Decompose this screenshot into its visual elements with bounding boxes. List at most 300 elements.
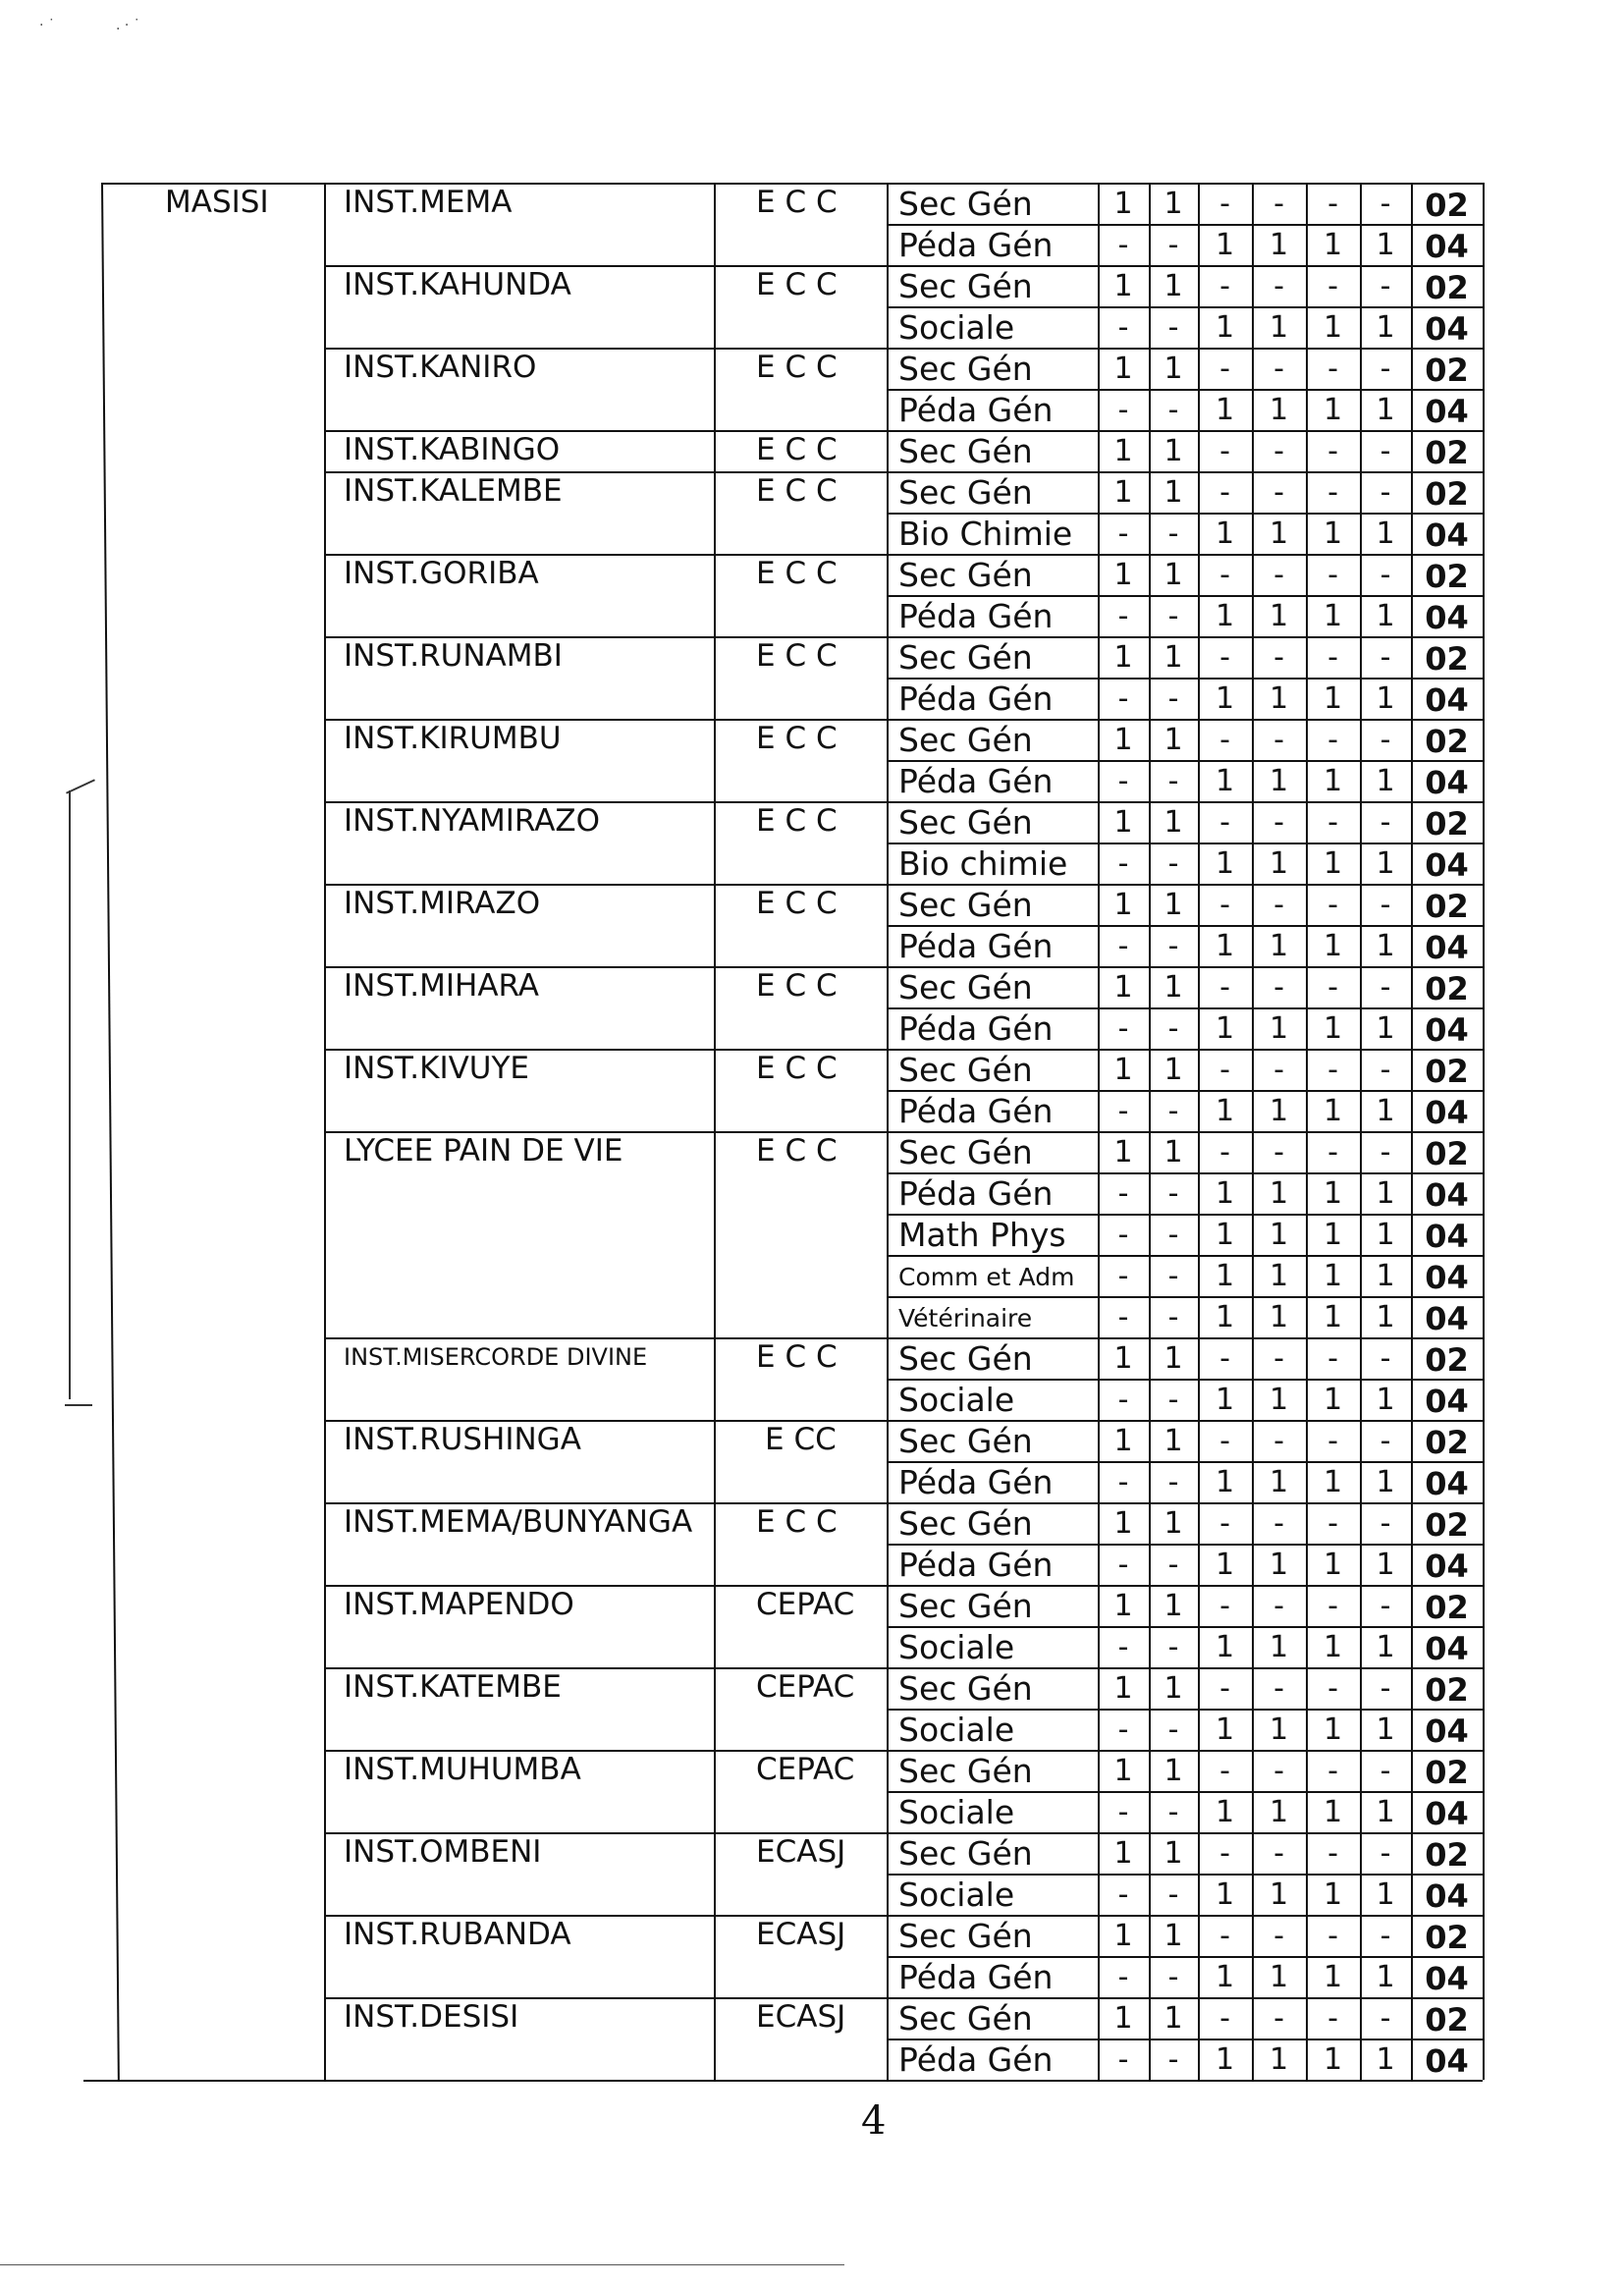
class-count-cell: - bbox=[1117, 2042, 1129, 2077]
section-name: Sociale bbox=[898, 308, 1015, 347]
class-count-cell: 1 bbox=[1113, 1053, 1133, 1087]
section-total: 04 bbox=[1425, 1300, 1469, 1337]
class-count-cell: 1 bbox=[1269, 1259, 1289, 1293]
class-count-cell: - bbox=[1327, 1919, 1338, 1953]
section-row-border bbox=[887, 1255, 1483, 1257]
class-count-cell: - bbox=[1117, 1795, 1129, 1829]
school-name: INST.OMBENI bbox=[344, 1834, 542, 1870]
class-count-cell: - bbox=[1273, 1589, 1284, 1623]
section-total: 02 bbox=[1425, 970, 1469, 1007]
school-name: INST.MIRAZO bbox=[344, 886, 541, 921]
class-count-cell: - bbox=[1117, 228, 1129, 262]
class-count-cell: - bbox=[1117, 929, 1129, 963]
class-count-cell: 1 bbox=[1269, 1877, 1289, 1912]
section-total: 04 bbox=[1425, 1713, 1469, 1750]
section-name: Math Phys bbox=[898, 1216, 1066, 1254]
section-total: 04 bbox=[1425, 1218, 1469, 1255]
organism-code: E C C bbox=[756, 1339, 838, 1375]
class-count-cell: - bbox=[1219, 1506, 1230, 1541]
class-count-cell: 1 bbox=[1323, 1094, 1343, 1128]
class-count-cell: - bbox=[1273, 1754, 1284, 1788]
organism-code: E C C bbox=[756, 556, 838, 591]
class-count-cell: - bbox=[1273, 1671, 1284, 1706]
class-count-cell: - bbox=[1273, 970, 1284, 1005]
class-count-cell: 1 bbox=[1376, 310, 1395, 345]
class-count-cell: 1 bbox=[1269, 2042, 1289, 2077]
class-count-cell: 1 bbox=[1164, 1754, 1183, 1788]
section-row-border bbox=[887, 1296, 1483, 1298]
class-count-cell: 1 bbox=[1215, 1176, 1235, 1211]
school-name: INST.KAHUNDA bbox=[344, 267, 571, 302]
class-count-cell: 1 bbox=[1376, 599, 1395, 633]
class-count-cell: 1 bbox=[1215, 1259, 1235, 1293]
class-count-cell: - bbox=[1167, 517, 1179, 551]
class-count-cell: - bbox=[1380, 1754, 1391, 1788]
class-count-cell: - bbox=[1117, 310, 1129, 345]
section-name: Comm et Adm bbox=[898, 1263, 1075, 1291]
section-name: Sec Gén bbox=[898, 968, 1033, 1006]
class-count-cell: - bbox=[1117, 1011, 1129, 1046]
class-count-cell: 1 bbox=[1323, 599, 1343, 633]
school-name: INST.KATEMBE bbox=[344, 1669, 562, 1705]
class-count-cell: - bbox=[1117, 1465, 1129, 1499]
class-count-cell: 1 bbox=[1215, 1011, 1235, 1046]
section-total: 04 bbox=[1425, 929, 1469, 966]
section-name: Sec Gén bbox=[898, 886, 1033, 924]
section-name: Péda Gén bbox=[898, 1009, 1054, 1048]
class-count-cell: 1 bbox=[1376, 1094, 1395, 1128]
school-name: INST.KABINGO bbox=[344, 432, 561, 467]
class-count-cell: 1 bbox=[1376, 681, 1395, 716]
class-count-cell: - bbox=[1327, 558, 1338, 592]
footer-rule bbox=[0, 2264, 844, 2265]
section-total: 02 bbox=[1425, 558, 1469, 595]
class-count-cell: 1 bbox=[1323, 1630, 1343, 1664]
class-count-cell: - bbox=[1117, 1094, 1129, 1128]
class-count-cell: 1 bbox=[1164, 1836, 1183, 1871]
section-total: 02 bbox=[1425, 1341, 1469, 1379]
organism-code: CEPAC bbox=[756, 1669, 855, 1705]
class-count-cell: 1 bbox=[1269, 1465, 1289, 1499]
school-name: INST.MISERCORDE DIVINE bbox=[344, 1343, 648, 1371]
class-count-cell: 1 bbox=[1164, 1506, 1183, 1541]
class-count-cell: 1 bbox=[1376, 1960, 1395, 1994]
class-count-cell: 1 bbox=[1269, 1094, 1289, 1128]
class-count-cell: - bbox=[1273, 352, 1284, 386]
class-count-cell: - bbox=[1219, 640, 1230, 675]
class-count-cell: - bbox=[1167, 1960, 1179, 1994]
section-name: Péda Gén bbox=[898, 680, 1054, 718]
class-count-cell: 1 bbox=[1215, 929, 1235, 963]
class-count-cell: 1 bbox=[1323, 1259, 1343, 1293]
section-total: 02 bbox=[1425, 1836, 1469, 1874]
school-name: INST.NYAMIRAZO bbox=[344, 803, 601, 839]
class-count-cell: - bbox=[1327, 352, 1338, 386]
class-count-cell: 1 bbox=[1269, 764, 1289, 798]
class-count-cell: 1 bbox=[1376, 1877, 1395, 1912]
section-name: Péda Gén bbox=[898, 1463, 1054, 1501]
section-name: Sec Gén bbox=[898, 1917, 1033, 1955]
section-total: 02 bbox=[1425, 187, 1469, 224]
class-count-cell: - bbox=[1273, 475, 1284, 510]
section-total: 04 bbox=[1425, 1383, 1469, 1420]
class-count-cell: 1 bbox=[1113, 805, 1133, 840]
school-name: INST.KIVUYE bbox=[344, 1051, 530, 1086]
class-count-cell: 1 bbox=[1323, 228, 1343, 262]
class-count-cell: - bbox=[1117, 1300, 1129, 1334]
class-count-cell: 1 bbox=[1113, 1589, 1133, 1623]
organism-code: E C C bbox=[756, 1051, 838, 1086]
section-name: Sec Gén bbox=[898, 473, 1033, 512]
class-count-cell: - bbox=[1273, 2001, 1284, 2036]
section-total: 02 bbox=[1425, 2001, 1469, 2039]
class-count-cell: - bbox=[1167, 1383, 1179, 1417]
class-count-cell: - bbox=[1380, 1424, 1391, 1458]
school-name: INST.DESISI bbox=[344, 1999, 519, 2035]
section-name: Sec Gén bbox=[898, 1669, 1033, 1708]
class-count-cell: 1 bbox=[1215, 2042, 1235, 2077]
organism-code: CEPAC bbox=[756, 1752, 855, 1787]
class-count-cell: 1 bbox=[1376, 517, 1395, 551]
class-count-cell: - bbox=[1327, 187, 1338, 221]
class-count-cell: 1 bbox=[1113, 352, 1133, 386]
class-count-cell: - bbox=[1327, 434, 1338, 468]
section-name: Sec Gén bbox=[898, 267, 1033, 305]
class-count-cell: - bbox=[1380, 269, 1391, 303]
class-count-cell: - bbox=[1327, 1135, 1338, 1169]
class-count-cell: - bbox=[1117, 1713, 1129, 1747]
class-count-cell: - bbox=[1380, 187, 1391, 221]
class-count-cell: - bbox=[1167, 599, 1179, 633]
class-count-cell: 1 bbox=[1376, 393, 1395, 427]
section-total: 04 bbox=[1425, 1548, 1469, 1585]
class-count-cell: - bbox=[1327, 1341, 1338, 1376]
section-total: 04 bbox=[1425, 393, 1469, 430]
class-count-cell: 1 bbox=[1323, 1713, 1343, 1747]
class-count-cell: - bbox=[1117, 681, 1129, 716]
section-name: Péda Gén bbox=[898, 762, 1054, 800]
class-count-cell: 1 bbox=[1113, 1506, 1133, 1541]
class-count-cell: 1 bbox=[1269, 1218, 1289, 1252]
section-total: 02 bbox=[1425, 723, 1469, 760]
class-count-cell: 1 bbox=[1323, 1960, 1343, 1994]
organism-code: E C C bbox=[756, 803, 838, 839]
section-total: 02 bbox=[1425, 640, 1469, 678]
class-count-cell: 1 bbox=[1164, 640, 1183, 675]
class-count-cell: - bbox=[1380, 352, 1391, 386]
class-count-cell: - bbox=[1380, 970, 1391, 1005]
section-total: 04 bbox=[1425, 681, 1469, 719]
class-count-cell: 1 bbox=[1269, 846, 1289, 881]
class-count-cell: 1 bbox=[1376, 1176, 1395, 1211]
class-count-cell: - bbox=[1219, 558, 1230, 592]
class-count-cell: - bbox=[1273, 1836, 1284, 1871]
class-count-cell: - bbox=[1219, 352, 1230, 386]
class-count-cell: 1 bbox=[1323, 681, 1343, 716]
class-count-cell: 1 bbox=[1113, 1424, 1133, 1458]
section-name: Péda Gén bbox=[898, 927, 1054, 965]
class-count-cell: 1 bbox=[1215, 1094, 1235, 1128]
class-count-cell: 1 bbox=[1113, 558, 1133, 592]
section-name: Péda Gén bbox=[898, 226, 1054, 264]
section-name: Sociale bbox=[898, 1381, 1015, 1419]
class-count-cell: - bbox=[1219, 1053, 1230, 1087]
class-count-cell: 1 bbox=[1323, 393, 1343, 427]
school-name: INST.KANIRO bbox=[344, 350, 537, 385]
class-count-cell: 1 bbox=[1269, 228, 1289, 262]
class-count-cell: - bbox=[1167, 1176, 1179, 1211]
class-count-cell: - bbox=[1219, 1424, 1230, 1458]
class-count-cell: 1 bbox=[1269, 1383, 1289, 1417]
class-count-cell: - bbox=[1273, 1506, 1284, 1541]
section-total: 02 bbox=[1425, 888, 1469, 925]
class-count-cell: 1 bbox=[1269, 1960, 1289, 1994]
margin-tick bbox=[66, 779, 95, 793]
class-count-cell: - bbox=[1167, 681, 1179, 716]
class-count-cell: 1 bbox=[1113, 2001, 1133, 2036]
class-count-cell: - bbox=[1117, 1383, 1129, 1417]
school-name: INST.GORIBA bbox=[344, 556, 539, 591]
class-count-cell: - bbox=[1380, 1341, 1391, 1376]
section-name: Sec Gén bbox=[898, 1752, 1033, 1790]
class-count-cell: - bbox=[1167, 310, 1179, 345]
class-count-cell: 1 bbox=[1164, 1424, 1183, 1458]
section-total: 04 bbox=[1425, 1877, 1469, 1915]
class-count-cell: - bbox=[1273, 1919, 1284, 1953]
class-count-cell: 1 bbox=[1215, 1713, 1235, 1747]
section-total: 04 bbox=[1425, 1176, 1469, 1214]
section-name: Sec Gén bbox=[898, 638, 1033, 677]
class-count-cell: - bbox=[1380, 1589, 1391, 1623]
section-total: 02 bbox=[1425, 1589, 1469, 1626]
scan-speck: · ˙ bbox=[39, 18, 55, 33]
section-name: Sec Gén bbox=[898, 185, 1033, 223]
class-count-cell: 1 bbox=[1113, 1341, 1133, 1376]
class-count-cell: 1 bbox=[1323, 1465, 1343, 1499]
organism-code: ECASJ bbox=[756, 1917, 846, 1952]
class-count-cell: - bbox=[1167, 1011, 1179, 1046]
section-total: 02 bbox=[1425, 1053, 1469, 1090]
class-count-cell: 1 bbox=[1215, 1548, 1235, 1582]
class-count-cell: - bbox=[1273, 1424, 1284, 1458]
class-count-cell: - bbox=[1167, 1094, 1179, 1128]
section-total: 02 bbox=[1425, 434, 1469, 471]
class-count-cell: 1 bbox=[1376, 846, 1395, 881]
section-name: Sec Gén bbox=[898, 721, 1033, 759]
class-count-cell: - bbox=[1219, 1671, 1230, 1706]
school-name: INST.RUBANDA bbox=[344, 1917, 571, 1952]
class-count-cell: 1 bbox=[1376, 1011, 1395, 1046]
class-count-cell: 1 bbox=[1376, 2042, 1395, 2077]
section-name: Sec Gén bbox=[898, 1587, 1033, 1625]
section-name: Péda Gén bbox=[898, 1092, 1054, 1130]
class-count-cell: - bbox=[1117, 517, 1129, 551]
section-name: Sociale bbox=[898, 1628, 1015, 1666]
section-name: Sec Gén bbox=[898, 1051, 1033, 1089]
class-count-cell: 1 bbox=[1215, 764, 1235, 798]
class-count-cell: 1 bbox=[1164, 558, 1183, 592]
class-count-cell: 1 bbox=[1323, 1548, 1343, 1582]
total-column-border bbox=[1483, 183, 1485, 2080]
class-count-cell: 1 bbox=[1113, 1135, 1133, 1169]
class-count-cell: - bbox=[1219, 970, 1230, 1005]
section-total: 04 bbox=[1425, 764, 1469, 801]
class-count-cell: 1 bbox=[1323, 1176, 1343, 1211]
section-name: Sec Gén bbox=[898, 350, 1033, 388]
class-count-cell: 1 bbox=[1164, 269, 1183, 303]
class-count-cell: 1 bbox=[1215, 517, 1235, 551]
class-count-cell: - bbox=[1327, 1836, 1338, 1871]
class-count-cell: - bbox=[1167, 1795, 1179, 1829]
class-count-cell: 1 bbox=[1113, 970, 1133, 1005]
class-count-cell: - bbox=[1117, 1548, 1129, 1582]
class-count-cell: 1 bbox=[1113, 434, 1133, 468]
class-count-cell: - bbox=[1327, 970, 1338, 1005]
class-count-cell: 1 bbox=[1376, 1795, 1395, 1829]
section-total: 04 bbox=[1425, 517, 1469, 554]
class-count-cell: 1 bbox=[1164, 888, 1183, 922]
class-count-cell: - bbox=[1380, 805, 1391, 840]
organism-code: E C C bbox=[756, 721, 838, 756]
class-count-cell: - bbox=[1167, 1465, 1179, 1499]
class-count-cell: - bbox=[1167, 846, 1179, 881]
class-count-cell: - bbox=[1117, 1176, 1129, 1211]
class-count-cell: - bbox=[1219, 187, 1230, 221]
class-count-cell: 1 bbox=[1269, 681, 1289, 716]
class-count-cell: - bbox=[1327, 723, 1338, 757]
class-count-cell: - bbox=[1273, 1341, 1284, 1376]
class-count-cell: - bbox=[1327, 475, 1338, 510]
organism-code: E C C bbox=[756, 350, 838, 385]
class-count-cell: 1 bbox=[1323, 764, 1343, 798]
class-count-cell: 1 bbox=[1376, 1300, 1395, 1334]
class-count-cell: - bbox=[1219, 475, 1230, 510]
section-total: 04 bbox=[1425, 846, 1469, 884]
class-count-cell: 1 bbox=[1164, 434, 1183, 468]
organism-code: ECASJ bbox=[756, 1999, 846, 2035]
class-count-cell: 1 bbox=[1215, 1218, 1235, 1252]
class-count-cell: - bbox=[1380, 1836, 1391, 1871]
organism-code: E CC bbox=[765, 1422, 837, 1457]
class-count-cell: 1 bbox=[1215, 846, 1235, 881]
class-count-cell: 1 bbox=[1269, 929, 1289, 963]
organism-code: E C C bbox=[756, 185, 838, 220]
class-count-cell: 1 bbox=[1269, 393, 1289, 427]
class-count-cell: 1 bbox=[1113, 640, 1133, 675]
school-name: INST.MIHARA bbox=[344, 968, 540, 1004]
class-count-cell: - bbox=[1273, 723, 1284, 757]
class-count-cell: 1 bbox=[1215, 1383, 1235, 1417]
section-name: Péda Gén bbox=[898, 1546, 1054, 1584]
class-count-cell: 1 bbox=[1215, 1630, 1235, 1664]
class-count-cell: 1 bbox=[1323, 1300, 1343, 1334]
class-count-cell: 1 bbox=[1323, 2042, 1343, 2077]
section-total: 02 bbox=[1425, 352, 1469, 389]
class-count-cell: 1 bbox=[1215, 681, 1235, 716]
class-count-cell: 1 bbox=[1376, 1630, 1395, 1664]
section-name: Sec Gén bbox=[898, 1422, 1033, 1460]
class-count-cell: - bbox=[1327, 1589, 1338, 1623]
class-count-cell: 1 bbox=[1376, 1259, 1395, 1293]
class-count-cell: - bbox=[1167, 1300, 1179, 1334]
class-count-cell: 1 bbox=[1164, 1589, 1183, 1623]
section-name: Sec Gén bbox=[898, 556, 1033, 594]
scan-speck: . · ˙ bbox=[116, 18, 140, 33]
class-count-cell: - bbox=[1273, 434, 1284, 468]
class-count-cell: - bbox=[1167, 1630, 1179, 1664]
section-total: 04 bbox=[1425, 1795, 1469, 1832]
class-count-cell: 1 bbox=[1215, 393, 1235, 427]
section-total: 02 bbox=[1425, 1506, 1469, 1544]
class-count-cell: 1 bbox=[1164, 970, 1183, 1005]
section-name: Sec Gén bbox=[898, 1339, 1033, 1378]
class-count-cell: - bbox=[1167, 1877, 1179, 1912]
section-total: 04 bbox=[1425, 1960, 1469, 1997]
section-name: Péda Gén bbox=[898, 597, 1054, 635]
class-count-cell: - bbox=[1219, 1589, 1230, 1623]
school-name: INST.KALEMBE bbox=[344, 473, 563, 509]
class-count-cell: - bbox=[1219, 723, 1230, 757]
section-total: 02 bbox=[1425, 805, 1469, 843]
class-count-cell: 1 bbox=[1323, 1795, 1343, 1829]
class-count-cell: 1 bbox=[1113, 1836, 1133, 1871]
section-name: Sociale bbox=[898, 1793, 1015, 1831]
class-count-cell: 1 bbox=[1215, 1795, 1235, 1829]
class-count-cell: - bbox=[1117, 846, 1129, 881]
section-total: 04 bbox=[1425, 1094, 1469, 1131]
table-left-border bbox=[101, 183, 120, 2080]
class-count-cell: 1 bbox=[1323, 929, 1343, 963]
class-count-cell: 1 bbox=[1269, 599, 1289, 633]
class-count-cell: - bbox=[1327, 1671, 1338, 1706]
school-name: INST.MAPENDO bbox=[344, 1587, 574, 1622]
class-count-cell: 1 bbox=[1113, 888, 1133, 922]
class-count-cell: 1 bbox=[1269, 1300, 1289, 1334]
section-name: Sec Gén bbox=[898, 1834, 1033, 1873]
class-count-cell: - bbox=[1380, 2001, 1391, 2036]
class-count-cell: - bbox=[1117, 1630, 1129, 1664]
section-total: 04 bbox=[1425, 2042, 1469, 2080]
class-count-cell: - bbox=[1167, 228, 1179, 262]
section-name: Sec Gén bbox=[898, 432, 1033, 470]
class-count-cell: - bbox=[1273, 1053, 1284, 1087]
section-name: Péda Gén bbox=[898, 2040, 1054, 2079]
class-count-cell: 1 bbox=[1376, 1465, 1395, 1499]
class-count-cell: 1 bbox=[1323, 1218, 1343, 1252]
school-name: INST.MEMA bbox=[344, 185, 513, 220]
section-name: Sec Gén bbox=[898, 1133, 1033, 1171]
class-count-cell: 1 bbox=[1376, 764, 1395, 798]
class-count-cell: 1 bbox=[1376, 1383, 1395, 1417]
class-count-cell: - bbox=[1327, 805, 1338, 840]
class-count-cell: 1 bbox=[1215, 599, 1235, 633]
class-count-cell: - bbox=[1167, 393, 1179, 427]
margin-tick bbox=[65, 1404, 92, 1406]
class-count-cell: 1 bbox=[1113, 475, 1133, 510]
section-total: 02 bbox=[1425, 1671, 1469, 1709]
class-count-cell: 1 bbox=[1376, 1218, 1395, 1252]
class-count-cell: - bbox=[1219, 888, 1230, 922]
class-count-cell: - bbox=[1380, 888, 1391, 922]
organism-code: E C C bbox=[756, 638, 838, 674]
class-count-cell: - bbox=[1167, 2042, 1179, 2077]
class-count-cell: - bbox=[1273, 1135, 1284, 1169]
organism-code: E C C bbox=[756, 886, 838, 921]
class-count-cell: 1 bbox=[1376, 228, 1395, 262]
class-count-cell: 1 bbox=[1269, 1795, 1289, 1829]
class-count-cell: - bbox=[1380, 558, 1391, 592]
section-total: 04 bbox=[1425, 228, 1469, 265]
